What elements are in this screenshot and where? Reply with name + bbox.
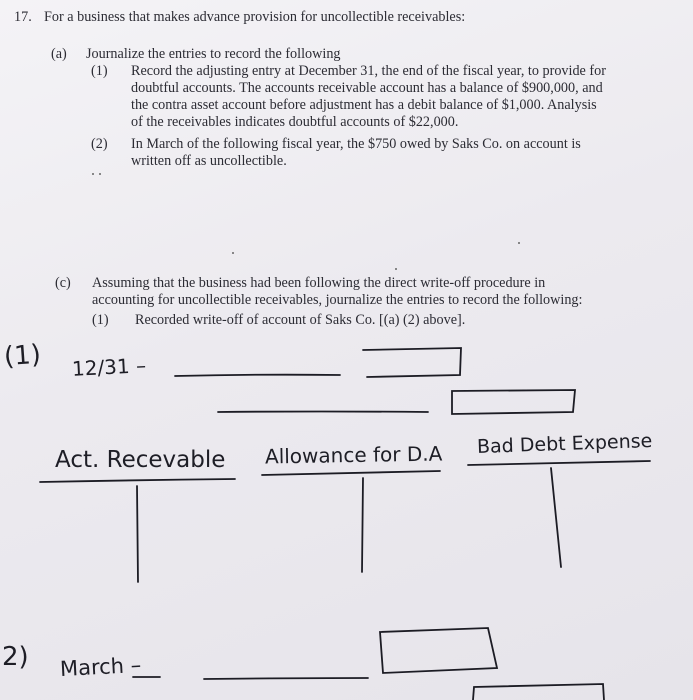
part-a-item2-line: written off as uncollectible.	[131, 153, 287, 169]
part-c-item1-text: Recorded write-off of account of Saks Co. [(a) (2) above].	[135, 312, 466, 328]
part-a-item1-line: Record the adjusting entry at December 31, the end of the fiscal year, to provide for	[131, 63, 606, 79]
entry2-answer-line	[204, 678, 368, 679]
t-account-1-stem	[137, 486, 138, 582]
part-a-item1-line: the contra asset account before adjustment has a debit balance of $1,000. Analysis	[131, 97, 597, 113]
part-a-item1-line: doubtful accounts. The accounts receivable account has a balance of $900,000, and	[131, 80, 603, 96]
entry1-box-1	[363, 348, 461, 377]
t-account-1-top	[40, 479, 235, 482]
t-account-2-top	[262, 471, 440, 475]
question-prompt: For a business that makes advance provision for uncollectible receivables:	[44, 9, 466, 25]
entry1-marker: (1)	[2, 339, 42, 373]
t-account-1-title: Act. Recevable	[55, 447, 226, 473]
entry1-box-2	[452, 390, 575, 414]
entry1-answer-line-2	[218, 412, 428, 413]
entry1-answer-line	[175, 375, 340, 376]
part-a-label: (a)	[51, 46, 67, 62]
part-c-label: (c)	[55, 275, 71, 291]
part-c-line: Assuming that the business had been following the direct write-off procedure in	[92, 275, 546, 291]
part-c-line: accounting for uncollectible receivables, journalize the entries to record the following:	[92, 292, 583, 308]
part-a-instruction: Journalize the entries to record the following	[86, 46, 341, 62]
entry1-date: 12/31 –	[71, 353, 147, 381]
entry2-marker: 2)	[2, 642, 29, 672]
entry2-date: March –	[59, 652, 142, 682]
part-c-item1-label: (1)	[92, 312, 109, 328]
question-number: 17.	[14, 9, 32, 25]
part-a-item2-line: In March of the following fiscal year, the $750 owed by Saks Co. on account is	[131, 136, 581, 152]
part-a-item2-label: (2)	[91, 136, 108, 152]
entry2-box-1	[380, 628, 497, 673]
part-a-item1-line: of the receivables indicates doubtful accounts of $22,000.	[131, 114, 459, 130]
t-account-3-stem	[551, 468, 561, 567]
t-account-2-title: Allowance for D.A	[264, 441, 443, 469]
t-account-3-title: Bad Debt Expense	[476, 429, 653, 459]
t-account-3-top	[468, 461, 650, 465]
part-a-item1-label: (1)	[91, 63, 108, 79]
entry2-box-2	[473, 684, 604, 700]
t-account-2-stem	[362, 478, 363, 572]
